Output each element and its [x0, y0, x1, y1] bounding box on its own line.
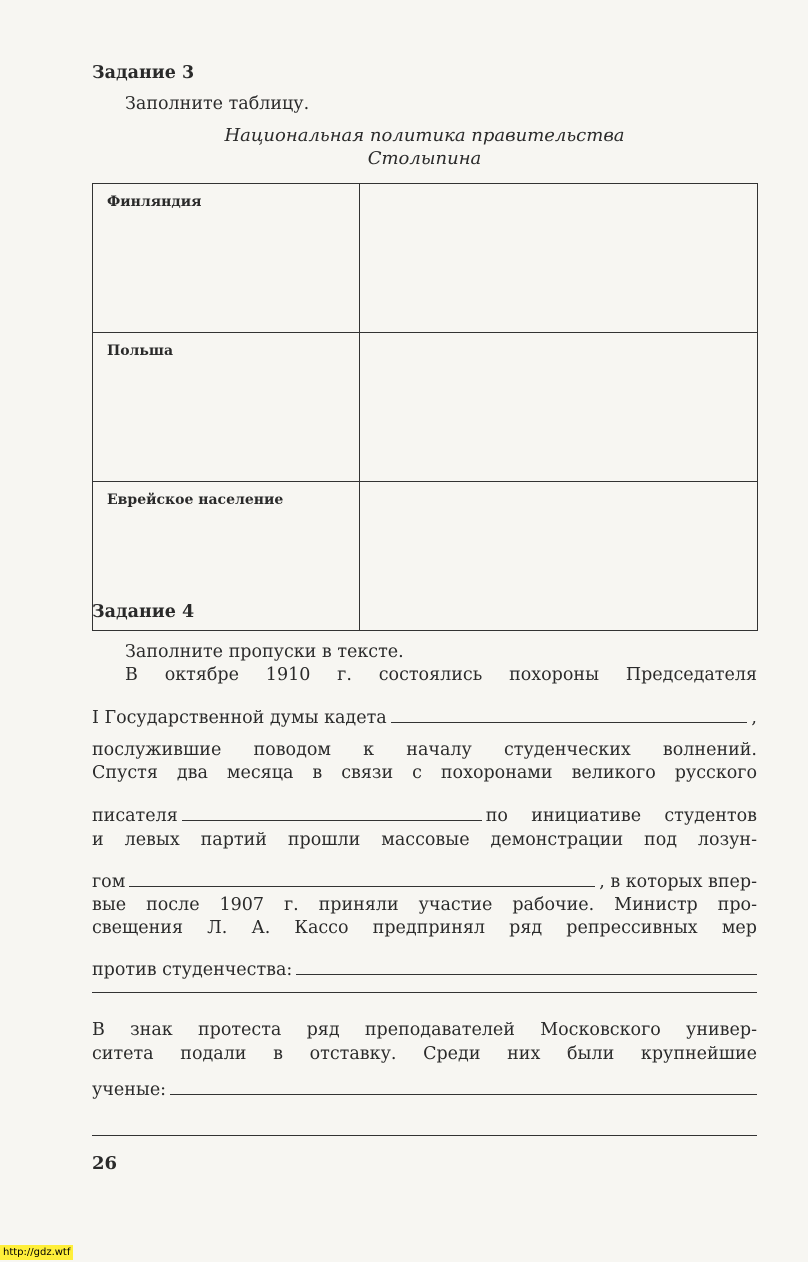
text-line-blank-1: [92, 707, 757, 729]
text-line: и левых партий прошли массовые демонстрации под лозун-: [92, 830, 757, 850]
task4-instruction: Заполните пропуски в тексте.: [125, 642, 404, 662]
task4-heading: Задание 4: [92, 602, 195, 622]
table-row: [93, 184, 758, 333]
watermark-link[interactable]: http://gdz.wtf: [0, 1245, 73, 1260]
blank-field[interactable]: [182, 806, 482, 821]
text-line: В октябре 1910 г. состоялись похороны Председателя: [125, 665, 757, 685]
text-fragment: против студенчества:: [92, 960, 293, 980]
text-fragment: I Государственной думы кадета: [92, 708, 387, 728]
row-label-finland: Финляндия: [93, 184, 360, 333]
blank-line[interactable]: [92, 992, 757, 993]
row-value-poland[interactable]: [360, 333, 758, 482]
text-fragment: ученые:: [92, 1080, 167, 1100]
text-line: послужившие поводом к началу студенческих волнений.: [92, 740, 757, 760]
policy-table: [92, 183, 758, 631]
text-line-blank-3: [92, 871, 757, 893]
text-fragment: , в которых впер-: [599, 872, 757, 892]
row-label-poland: Польша: [93, 333, 360, 482]
blank-field[interactable]: [129, 872, 595, 887]
text-line: вые после 1907 г. приняли участие рабочие. Министр про-: [92, 895, 757, 915]
text-line: В знак протеста ряд преподавателей Московского универ-: [92, 1020, 757, 1040]
text-fragment: писателя: [92, 806, 178, 826]
text-fragment: гом: [92, 872, 126, 892]
table-title-2: Столыпина: [367, 148, 482, 169]
text-line-blank-4: [92, 959, 757, 981]
text-fragment: по инициативе студентов: [485, 806, 757, 826]
text-line-blank-2: [92, 805, 757, 827]
page-number: 26: [92, 1153, 118, 1174]
text-line-blank-5: [92, 1079, 757, 1101]
text-line: свещения Л. А. Кассо предпринял ряд репрессивных мер: [92, 918, 757, 938]
text-line: Спустя два месяца в связи с похоронами великого русского: [92, 763, 757, 783]
blank-field[interactable]: [391, 708, 748, 723]
row-value-finland[interactable]: [360, 184, 758, 333]
task3-instruction: Заполните таблицу.: [125, 94, 310, 114]
text-line: ситета подали в отставку. Среди них были крупнейшие: [92, 1044, 757, 1064]
blank-field[interactable]: [170, 1080, 757, 1095]
table-row: [93, 333, 758, 482]
blank-line[interactable]: [92, 1135, 757, 1136]
blank-field[interactable]: [296, 960, 757, 975]
task3-heading: Задание 3: [92, 63, 195, 83]
text-fragment: ,: [751, 708, 757, 728]
row-label-jewish: Еврейское население: [93, 482, 360, 631]
table-title: Национальная политика правительства: [224, 125, 625, 146]
